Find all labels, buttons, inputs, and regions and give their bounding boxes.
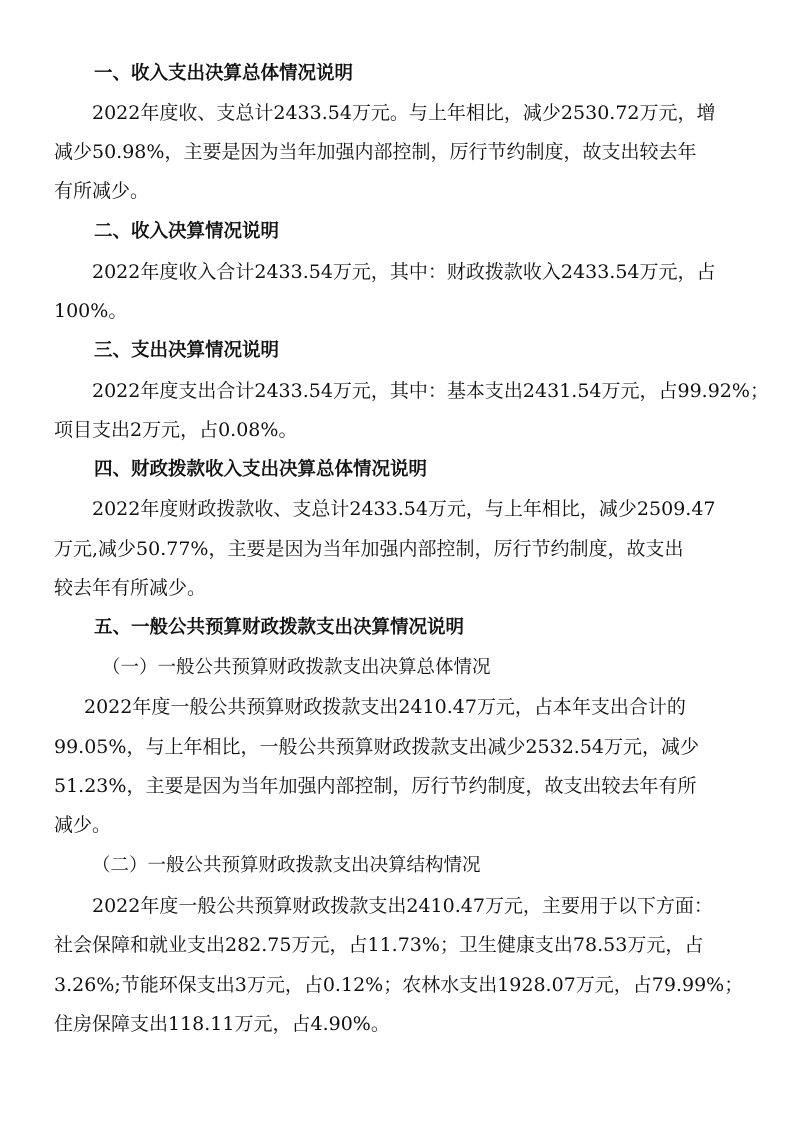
paragraph-line: 万元,减少50.77%，主要是因为当年加强内部控制，厉行节约制度，故支出 <box>54 538 684 560</box>
paragraph-line: 减少。 <box>54 814 112 836</box>
paragraph-line: 项目支出2万元，占0.08%。 <box>54 419 298 441</box>
section-heading-4: 四、财政拨款收入支出决算总体情况说明 <box>94 459 428 480</box>
paragraph-line: 2022年度支出合计2433.54万元，其中：基本支出2431.54万元，占99.92%； <box>92 380 769 402</box>
paragraph-line: 2022年度收、支总计2433.54万元。与上年相比，减少2530.72万元，增 <box>92 102 716 124</box>
subsection-heading-2: （二）一般公共预算财政拨款支出决算结构情况 <box>92 855 481 876</box>
section-heading-5: 五、一般公共预算财政拨款支出决算情况说明 <box>94 617 465 638</box>
paragraph-line: 99.05%，与上年相比，一般公共预算财政拨款支出减少2532.54万元，减少 <box>54 736 700 758</box>
paragraph-line: 51.23%，主要是因为当年加强内部控制，厉行节约制度，故支出较去年有所 <box>54 775 697 797</box>
paragraph-line: 3.26%;节能环保支出3万元，占0.12%；农林水支出1928.07万元，占79.99%； <box>54 974 744 996</box>
section-heading-3: 三、支出决算情况说明 <box>94 340 280 361</box>
paragraph-line: 社会保障和就业支出282.75万元，占11.73%；卫生健康支出78.53万元，占 <box>54 934 704 956</box>
paragraph-line: 2022年度一般公共预算财政拨款支出2410.47万元，主要用于以下方面： <box>92 895 713 917</box>
paragraph-line: 2022年度收入合计2433.54万元，其中：财政拨款收入2433.54万元，占 <box>92 261 716 283</box>
paragraph-line: 2022年度财政拨款收、支总计2433.54万元，与上年相比，减少2509.47 <box>92 498 716 520</box>
paragraph-line: 2022年度一般公共预算财政拨款支出2410.47万元，占本年支出合计的 <box>84 696 686 718</box>
paragraph-line: 100%。 <box>54 300 128 322</box>
subsection-heading-1: （一）一般公共预算财政拨款支出决算总体情况 <box>102 657 491 678</box>
paragraph-line: 住房保障支出118.11万元，占4.90%。 <box>54 1013 390 1035</box>
paragraph-line: 较去年有所减少。 <box>54 577 207 599</box>
paragraph-line: 减少50.98%，主要是因为当年加强内部控制，厉行节约制度，故支出较去年 <box>54 141 697 163</box>
section-heading-1: 一、收入支出决算总体情况说明 <box>94 63 354 84</box>
section-heading-2: 二、收入决算情况说明 <box>94 221 280 242</box>
paragraph-line: 有所减少。 <box>54 180 150 202</box>
